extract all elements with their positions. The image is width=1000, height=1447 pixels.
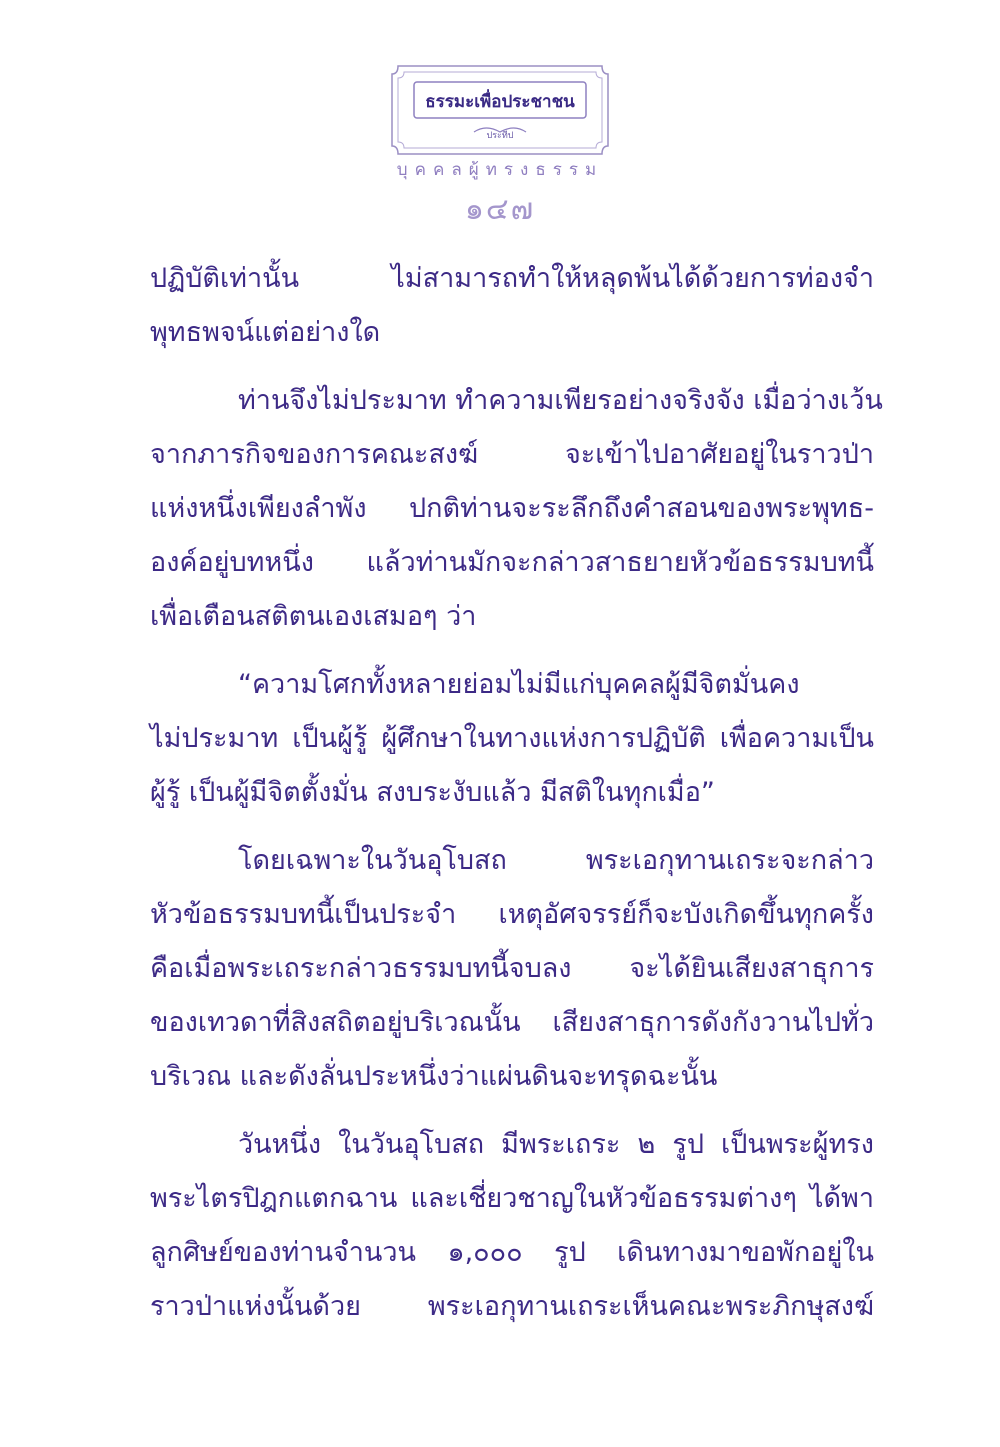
text-line: ท่านจึงไม่ประมาท ทำความเพียรอย่างจริงจัง เมื่อว่างเว้น — [238, 385, 883, 416]
text-line: องค์อยู่บทหนึ่ง แล้วท่านมักจะกล่าวสาธยายหัวข้อธรรมบทนี้ — [150, 547, 874, 578]
logo-title-text: ธรรมะเพื่อประชาชน — [425, 92, 575, 112]
text-line: พุทธพจน์แต่อย่างใด — [150, 317, 381, 348]
paragraph-5 — [150, 1118, 874, 1334]
paragraph-3-quote — [150, 658, 874, 820]
page-number: ๑๔๗ — [464, 192, 536, 227]
book-logo — [388, 62, 612, 158]
paragraph-4 — [150, 834, 874, 1104]
body-text — [150, 252, 883, 1334]
text-line: “ความโศกทั้งหลายย่อมไม่มีแก่บุคคลผู้มีจิตมั่นคง — [238, 669, 800, 700]
page-header — [0, 0, 1000, 240]
text-line: เพื่อเตือนสติตนเองเสมอๆ ว่า — [150, 601, 477, 632]
text-line: พระไตรปิฎกแตกฉาน และเชี่ยวชาญในหัวข้อธรรมต่างๆ ได้พา — [150, 1183, 874, 1214]
text-line: จากภารกิจของการคณะสงฆ์ จะเข้าไปอาศัยอยู่ในราวป่า — [150, 439, 874, 470]
text-line: วันหนึ่ง ในวันอุโบสถ มีพระเถระ ๒ รูป เป็นพระผู้ทรง — [238, 1129, 874, 1160]
text-line: ปฏิบัติเท่านั้น ไม่สามารถทำให้หลุดพ้นได้ด้วยการท่องจำ — [150, 263, 874, 294]
text-line: โดยเฉพาะในวันอุโบสถ พระเอกุทานเถระจะกล่าว — [238, 845, 874, 876]
text-line: แห่งหนึ่งเพียงลำพัง ปกติท่านจะระลึกถึงคำสอนของพระพุทธ- — [150, 493, 874, 524]
text-line: ผู้รู้ เป็นผู้มีจิตตั้งมั่น สงบระงับแล้ว มีสติในทุกเมื่อ” — [150, 777, 715, 808]
running-title: บุคคลผู้ทรงธรรม — [396, 160, 604, 180]
text-line: ของเทวดาที่สิงสถิตอยู่บริเวณนั้น เสียงสาธุการดังกังวานไปทั่ว — [150, 1007, 874, 1038]
paragraph-1 — [150, 252, 874, 360]
text-line: หัวข้อธรรมบทนี้เป็นประจำ เหตุอัศจรรย์ก็จะบังเกิดขึ้นทุกครั้ง — [150, 899, 874, 930]
text-line: คือเมื่อพระเถระกล่าวธรรมบทนี้จบลง จะได้ยินเสียงสาธุการ — [150, 953, 874, 984]
logo-emblem — [388, 62, 612, 158]
text-line: บริเวณ และดังลั่นประหนึ่งว่าแผ่นดินจะทรุดฉะนั้น — [150, 1061, 718, 1092]
paragraph-2 — [150, 374, 883, 644]
text-line: ไม่ประมาท เป็นผู้รู้ ผู้ศึกษาในทางแห่งการปฏิบัติ เพื่อความเป็น — [150, 723, 874, 754]
logo-sub-text: ประทีป — [486, 131, 514, 141]
text-line: ลูกศิษย์ของท่านจำนวน ๑,๐๐๐ รูป เดินทางมาขอพักอยู่ใน — [150, 1237, 874, 1268]
text-line: ราวป่าแห่งนั้นด้วย พระเอกุทานเถระเห็นคณะพระภิกษุสงฆ์ — [150, 1291, 874, 1322]
